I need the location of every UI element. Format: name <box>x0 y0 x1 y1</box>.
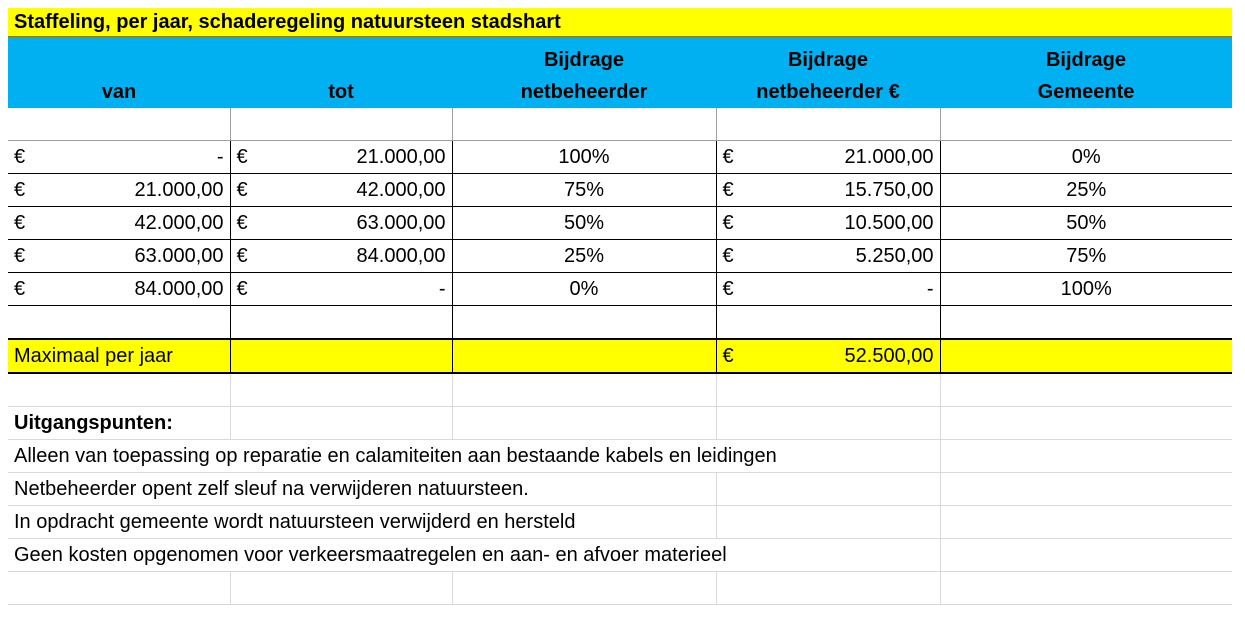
cell[interactable] <box>452 108 716 141</box>
cell[interactable] <box>230 306 452 340</box>
amount: 63.000,00 <box>134 244 224 267</box>
header-tot[interactable]: tot <box>230 37 452 109</box>
amount: - <box>216 145 224 168</box>
header-bijdrage-gemeente[interactable] <box>940 37 1232 109</box>
cell-amt-netbeheerder[interactable] <box>716 207 940 240</box>
uitgangspunt-text[interactable]: Alleen van toepassing op reparatie en calamiteiten aan bestaande kabels en leidingen <box>8 440 940 473</box>
header-line: Bijdrage <box>787 49 869 71</box>
cell-pct-netbeheerder[interactable]: 100% <box>452 141 716 174</box>
amount: - <box>926 277 934 300</box>
amount: - <box>438 277 446 300</box>
cell[interactable] <box>8 108 230 141</box>
cell-tot[interactable] <box>230 141 452 174</box>
amount: 21.000,00 <box>356 145 446 168</box>
cell-van[interactable] <box>8 273 230 306</box>
cell[interactable] <box>940 339 1232 373</box>
header-van[interactable]: van <box>8 37 230 109</box>
cell[interactable] <box>940 440 1232 473</box>
table-row <box>8 141 1232 174</box>
list-item <box>8 473 1232 506</box>
cell[interactable] <box>452 373 716 407</box>
euro-sign: € <box>236 211 248 234</box>
cell[interactable] <box>230 108 452 141</box>
cell[interactable] <box>230 339 452 373</box>
cell[interactable] <box>940 473 1232 506</box>
amount: 52.500,00 <box>844 344 934 367</box>
uitgangspunten-heading[interactable]: Uitgangspunten: <box>8 407 230 440</box>
cell[interactable] <box>716 108 940 141</box>
euro-sign: € <box>14 145 26 168</box>
table-row <box>8 174 1232 207</box>
euro-sign: € <box>14 277 26 300</box>
empty-row <box>8 306 1232 340</box>
cell[interactable] <box>716 572 940 605</box>
table-row <box>8 273 1232 306</box>
amount: 21.000,00 <box>844 145 934 168</box>
cell-pct-netbeheerder[interactable]: 25% <box>452 240 716 273</box>
amount: 42.000,00 <box>134 211 224 234</box>
max-row <box>8 339 1232 373</box>
cell[interactable] <box>940 539 1232 572</box>
header-bijdrage-netbeheerder[interactable] <box>452 37 716 109</box>
amount: 63.000,00 <box>356 211 446 234</box>
euro-sign: € <box>14 178 26 201</box>
uitgangspunt-text[interactable]: In opdracht gemeente wordt natuursteen verwijderd en hersteld <box>8 506 716 539</box>
cell[interactable] <box>940 306 1232 340</box>
cell[interactable] <box>940 407 1232 440</box>
spreadsheet <box>8 8 1232 605</box>
list-item <box>8 506 1232 539</box>
cell[interactable] <box>716 473 940 506</box>
amount: 84.000,00 <box>356 244 446 267</box>
empty-row <box>8 572 1232 605</box>
cell[interactable] <box>452 407 716 440</box>
cell[interactable] <box>716 373 940 407</box>
cell[interactable] <box>940 373 1232 407</box>
amount: 10.500,00 <box>844 211 934 234</box>
euro-sign: € <box>722 344 734 367</box>
amount: 21.000,00 <box>134 178 224 201</box>
cell-van[interactable] <box>8 141 230 174</box>
cell-amt-netbeheerder[interactable] <box>716 141 940 174</box>
cell[interactable] <box>716 506 940 539</box>
cell-tot[interactable] <box>230 240 452 273</box>
empty-row <box>8 373 1232 407</box>
max-label[interactable]: Maximaal per jaar <box>8 339 230 373</box>
staffel-table <box>8 8 1232 605</box>
euro-sign: € <box>722 178 734 201</box>
sheet-title[interactable]: Staffeling, per jaar, schaderegeling natuursteen stadshart <box>8 8 1232 37</box>
euro-sign: € <box>236 277 248 300</box>
header-bijdrage-netbeheerder-eur[interactable] <box>716 37 940 109</box>
list-item <box>8 539 1232 572</box>
uitgangspunten-heading-row <box>8 407 1232 440</box>
cell[interactable] <box>940 108 1232 141</box>
header-line: Gemeente <box>1037 81 1135 103</box>
cell[interactable] <box>716 306 940 340</box>
amount: 84.000,00 <box>134 277 224 300</box>
amount: 42.000,00 <box>356 178 446 201</box>
cell-amt-netbeheerder[interactable] <box>716 174 940 207</box>
cell[interactable] <box>230 572 452 605</box>
header-line: Bijdrage <box>543 49 625 71</box>
cell-pct-netbeheerder[interactable]: 75% <box>452 174 716 207</box>
cell[interactable] <box>452 306 716 340</box>
cell[interactable] <box>452 339 716 373</box>
table-row <box>8 207 1232 240</box>
title-row <box>8 8 1232 37</box>
cell[interactable] <box>230 407 452 440</box>
table-row <box>8 240 1232 273</box>
cell-amt-netbeheerder[interactable] <box>716 240 940 273</box>
cell[interactable] <box>940 572 1232 605</box>
euro-sign: € <box>236 244 248 267</box>
cell[interactable] <box>452 572 716 605</box>
euro-sign: € <box>722 244 734 267</box>
header-line: netbeheerder <box>520 81 648 103</box>
cell[interactable] <box>8 572 230 605</box>
cell-van[interactable] <box>8 240 230 273</box>
cell-pct-gemeente[interactable]: 0% <box>940 141 1232 174</box>
max-amount[interactable] <box>716 339 940 373</box>
cell[interactable] <box>230 373 452 407</box>
cell[interactable] <box>940 506 1232 539</box>
header-line: Bijdrage <box>1045 49 1127 71</box>
cell-tot[interactable] <box>230 273 452 306</box>
cell-amt-netbeheerder[interactable] <box>716 273 940 306</box>
uitgangspunt-text[interactable]: Geen kosten opgenomen voor verkeersmaatregelen en aan- en afvoer materieel <box>8 539 940 572</box>
empty-row <box>8 108 1232 141</box>
euro-sign: € <box>236 145 248 168</box>
cell-pct-gemeente[interactable]: 50% <box>940 207 1232 240</box>
cell-tot[interactable] <box>230 174 452 207</box>
cell[interactable] <box>716 407 940 440</box>
euro-sign: € <box>14 244 26 267</box>
cell-van[interactable] <box>8 207 230 240</box>
amount: 15.750,00 <box>844 178 934 201</box>
list-item <box>8 440 1232 473</box>
euro-sign: € <box>722 277 734 300</box>
cell-pct-netbeheerder[interactable]: 0% <box>452 273 716 306</box>
cell-pct-gemeente[interactable]: 100% <box>940 273 1232 306</box>
header-line: netbeheerder € <box>756 81 900 103</box>
euro-sign: € <box>722 145 734 168</box>
cell-pct-gemeente[interactable]: 25% <box>940 174 1232 207</box>
cell[interactable] <box>8 306 230 340</box>
euro-sign: € <box>722 211 734 234</box>
amount: 5.250,00 <box>855 244 934 267</box>
cell-pct-gemeente[interactable]: 75% <box>940 240 1232 273</box>
euro-sign: € <box>14 211 26 234</box>
cell-pct-netbeheerder[interactable]: 50% <box>452 207 716 240</box>
cell[interactable] <box>8 373 230 407</box>
euro-sign: € <box>236 178 248 201</box>
header-row <box>8 37 1232 109</box>
cell-tot[interactable] <box>230 207 452 240</box>
cell-van[interactable] <box>8 174 230 207</box>
uitgangspunt-text[interactable]: Netbeheerder opent zelf sleuf na verwijderen natuursteen. <box>8 473 716 506</box>
